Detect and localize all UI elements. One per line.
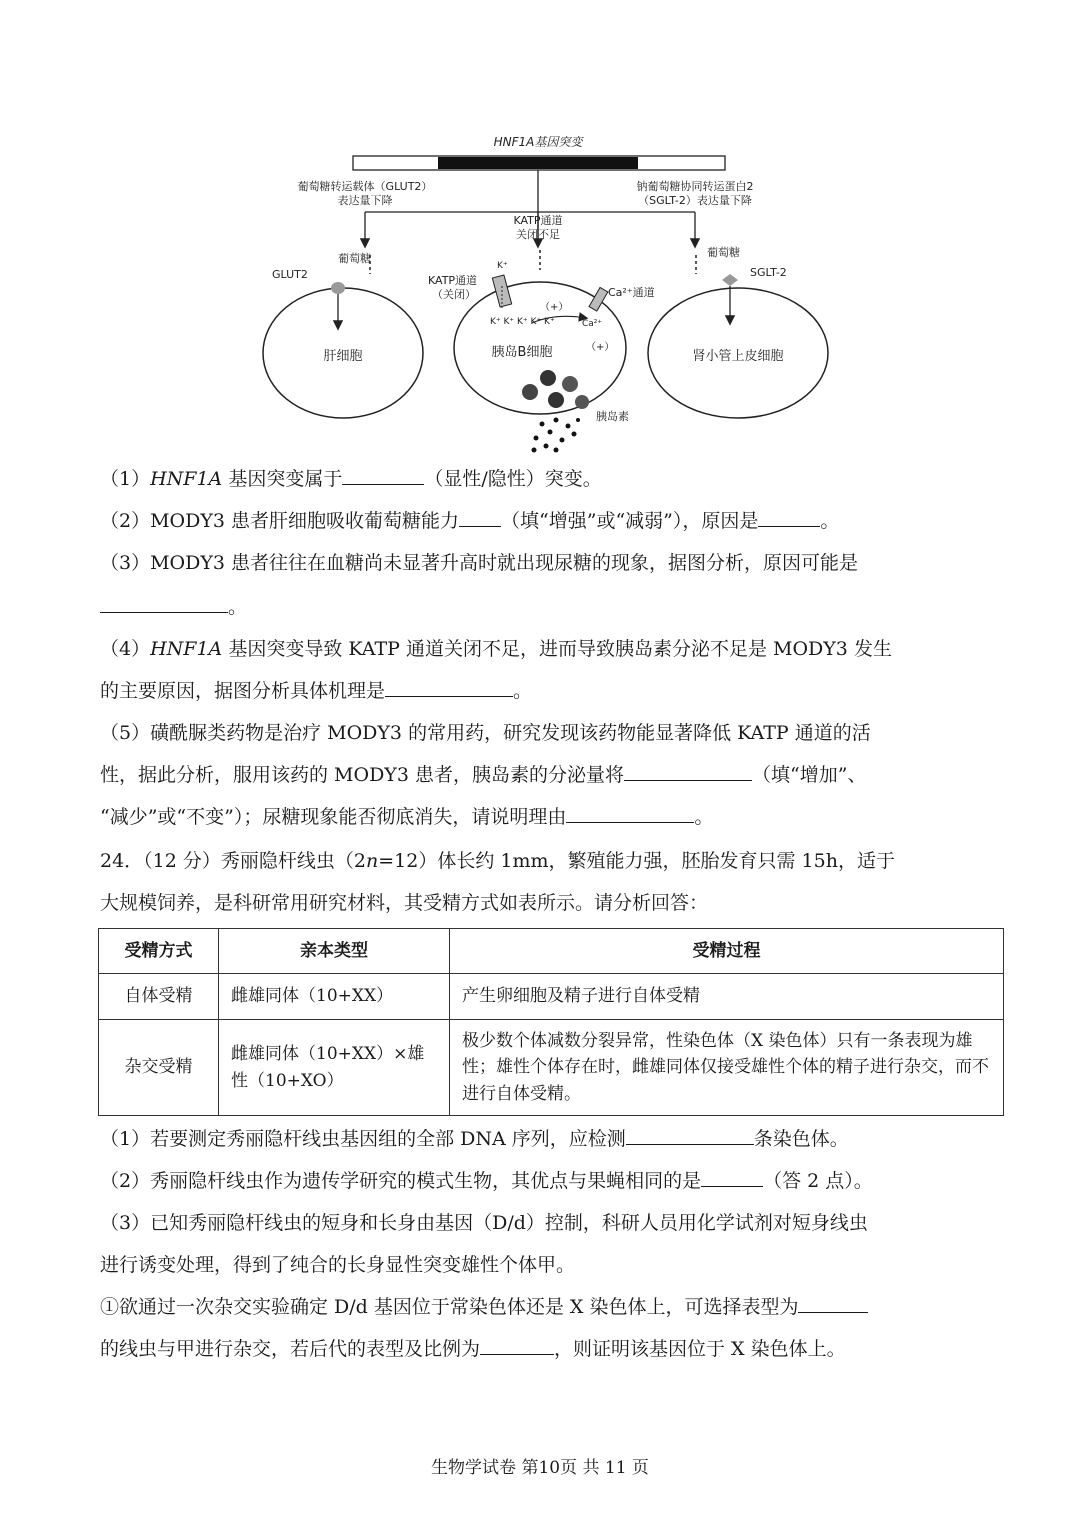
answer-blank[interactable] [100, 592, 228, 613]
katp-note-2: 关闭不足 [516, 228, 560, 241]
table-header-row [99, 929, 1004, 974]
glut2-label: GLUT2 [272, 268, 308, 281]
table-header: 受精过程 [450, 929, 1004, 974]
answer-blank[interactable] [624, 760, 752, 781]
glucose-right-label: 葡萄糖 [707, 246, 740, 259]
table-cell: 雌雄同体（10+XX）×雄性（10+XO） [219, 1020, 450, 1116]
answer-blank[interactable] [626, 1124, 754, 1145]
diagram-title: HNF1A基因突变 [493, 135, 583, 149]
question-5-cont: 性，据此分析，服用该药的 MODY3 患者，胰岛素的分泌量将 （填“增加”、 [100, 760, 866, 787]
question-1: （1）HNF1A 基因突变属于 （显性/隐性）突变。 [100, 464, 602, 491]
glut2-transporter [331, 282, 345, 294]
katp-closed-1: KATP通道 [428, 274, 478, 287]
table-cell: 自体受精 [99, 974, 219, 1020]
glucose-left-label: 葡萄糖 [338, 252, 371, 265]
page-footer: 生物学试卷 第10页 共 11 页 [431, 1458, 649, 1478]
k-ions-inside: K⁺ K⁺ K⁺ K⁺ K⁺ [490, 317, 555, 327]
answer-blank[interactable] [701, 1166, 763, 1187]
table-header: 受精方式 [99, 929, 219, 974]
table-cell: 极少数个体减数分裂异常，性染色体（X 染色体）只有一条表现为雄性；雄性个体存在时，雌雄同体仅接受雄性个体的精子进行杂交，而不进行自体受精。 [450, 1020, 1004, 1116]
sglt-label: SGLT-2 [750, 266, 787, 279]
insulin-vesicle [540, 370, 556, 386]
answer-blank[interactable] [798, 1292, 868, 1313]
answer-blank[interactable] [758, 506, 820, 527]
plus-2: （+） [586, 342, 615, 353]
question-24-intro: 24．（12 分）秀丽隐杆线虫（2n=12）体长约 1mm，繁殖能力强，胚胎发育只需 15h，适于 [100, 850, 895, 872]
table-row [99, 974, 1004, 1020]
beta-cell-label: 胰岛B细胞 [491, 345, 553, 360]
insulin-label: 胰岛素 [596, 410, 629, 423]
sub-question-1: （1）若要测定秀丽隐杆线虫基因组的全部 DNA 序列，应检测 条染色体。 [100, 1124, 849, 1151]
gene-mutation-segment [438, 157, 638, 169]
sglt-note-2: （SGLT-2）表达量下降 [638, 194, 752, 207]
insulin-vesicle [562, 376, 578, 392]
hnf1a-mechanism-diagram [250, 128, 830, 458]
answer-blank[interactable] [566, 802, 694, 823]
table-row [99, 1020, 1004, 1116]
katp-note-1: KATP通道 [513, 214, 563, 227]
diagram-svg [250, 128, 830, 458]
question-4: （4）HNF1A 基因突变导致 KATP 通道关闭不足，进而导致胰岛素分泌不足是 MODY3 发生 [100, 638, 892, 660]
table-cell: 产生卵细胞及精子进行自体受精 [450, 974, 1004, 1020]
answer-blank[interactable] [480, 1334, 554, 1355]
insulin-vesicle [575, 395, 589, 409]
sub-question-3-cont: 进行诱变处理，得到了纯合的长身显性突变雄性个体甲。 [100, 1254, 576, 1276]
plus-1: （+） [540, 302, 569, 313]
question-4-cont: 的主要原因，据图分析具体机理是 。 [100, 676, 532, 703]
insulin-particles [532, 418, 581, 453]
answer-blank[interactable] [385, 676, 513, 697]
sub-question-3: （3）已知秀丽隐杆线虫的短身和长身由基因（D/d）控制，科研人员用化学试剂对短身线虫 [100, 1212, 868, 1234]
table-cell: 杂交受精 [99, 1020, 219, 1116]
sglt-note-1: 钠葡萄糖协同转运蛋白2 [636, 180, 754, 193]
question-5: （5）磺酰脲类药物是治疗 MODY3 的常用药，研究发现该药物能显著降低 KATP 通道的活 [100, 722, 871, 744]
question-2: （2）MODY3 患者肝细胞吸收葡萄糖能力 （填“增强”或“减弱”），原因是 。 [100, 506, 839, 533]
liver-cell-label: 肝细胞 [323, 349, 363, 364]
katp-closed-2: （关闭） [432, 288, 476, 301]
sub-question-3-1-cont: 的线虫与甲进行杂交，若后代的表型及比例为 ，则证明该基因位于 X 染色体上。 [100, 1334, 846, 1361]
ca-channel [589, 287, 608, 311]
sub-question-3-1: ①欲通过一次杂交实验确定 D/d 基因位于常染色体还是 X 染色体上，可选择表型为 [100, 1292, 868, 1319]
question-3: （3）MODY3 患者往往在血糖尚未显著升高时就出现尿糖的现象，据图分析，原因可能是 [100, 552, 859, 574]
insulin-vesicle [548, 392, 564, 408]
question-24-intro-cont: 大规模饲养，是科研常用研究材料，其受精方式如表所示。请分析回答： [100, 892, 709, 914]
ca-ion: Ca²⁺ [582, 319, 603, 329]
question-3-cont: 。 [100, 592, 247, 619]
kidney-cell-label: 肾小管上皮细胞 [692, 349, 784, 364]
fertilization-table [98, 928, 1004, 1116]
question-5-cont2: “减少”或“不变”）；尿糖现象能否彻底消失，请说明理由 。 [100, 802, 713, 829]
ca-channel-label: Ca²⁺通道 [608, 286, 655, 299]
table-cell: 雌雄同体（10+XX） [219, 974, 450, 1020]
answer-blank[interactable] [459, 506, 501, 527]
answer-blank[interactable] [342, 464, 424, 485]
glut2-note-1: 葡萄糖转运载体（GLUT2） [297, 180, 433, 193]
k-ion-top: K⁺ [497, 261, 508, 271]
glut2-note-2: 表达量下降 [337, 194, 393, 207]
sub-question-2: （2）秀丽隐杆线虫作为遗传学研究的模式生物，其优点与果蝇相同的是 （答 2 点）。 [100, 1166, 873, 1193]
table-header: 亲本类型 [219, 929, 450, 974]
insulin-vesicle [522, 384, 538, 400]
sglt2-transporter [722, 274, 738, 286]
